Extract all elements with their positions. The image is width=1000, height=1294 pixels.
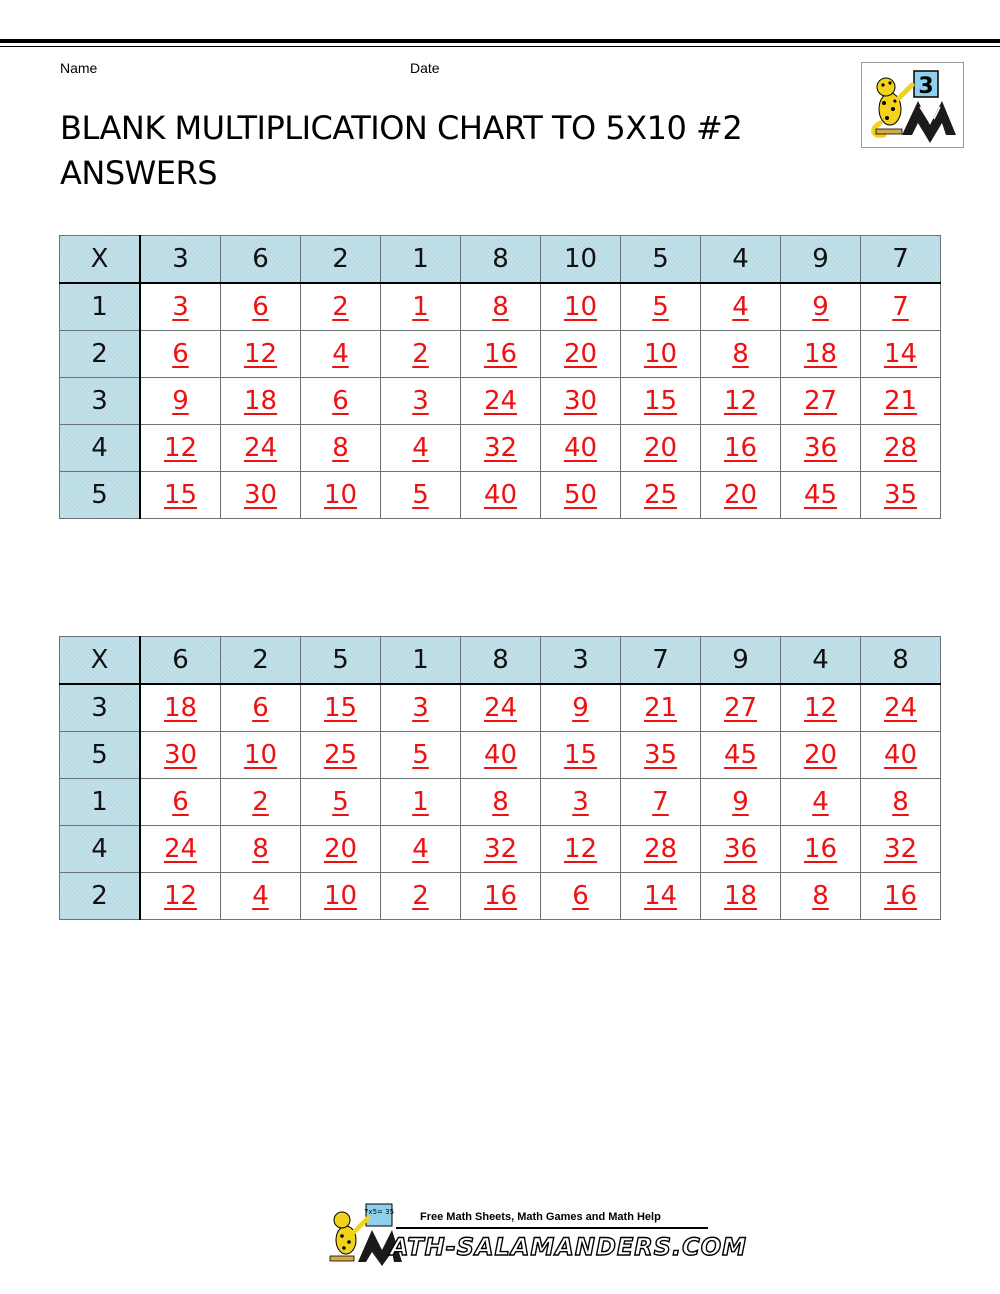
- answer-cell: [781, 472, 861, 519]
- answer-value: 40: [883, 740, 918, 770]
- answer-cell: [621, 378, 701, 425]
- answer-cell: [621, 283, 701, 331]
- answer-value: 8: [332, 433, 349, 463]
- answer-value: 2: [412, 339, 429, 369]
- table-row: [60, 378, 941, 425]
- answer-value: 6: [332, 386, 349, 416]
- answer-value: 50: [563, 480, 598, 510]
- answer-cell: [861, 779, 941, 826]
- row-header: 5: [60, 732, 141, 779]
- answer-value: 16: [483, 881, 518, 911]
- answer-cell: [621, 732, 701, 779]
- answer-value: 2: [332, 292, 349, 322]
- answer-value: 24: [483, 386, 518, 416]
- answer-value: 45: [803, 480, 838, 510]
- row-header: 1: [60, 779, 141, 826]
- answer-cell: [861, 472, 941, 519]
- answer-value: 32: [483, 433, 518, 463]
- row-header: 1: [60, 283, 141, 331]
- answer-cell: [861, 378, 941, 425]
- multiplication-table-2: [59, 636, 941, 920]
- answer-cell: [861, 826, 941, 873]
- answer-cell: [621, 472, 701, 519]
- answer-value: 6: [252, 292, 269, 322]
- answer-cell: [621, 826, 701, 873]
- header-row: [60, 236, 941, 284]
- answer-value: 4: [332, 339, 349, 369]
- answer-cell: [701, 684, 781, 732]
- answer-value: 15: [323, 693, 358, 723]
- answer-cell: [461, 425, 541, 472]
- table-row: [60, 425, 941, 472]
- table-row: [60, 779, 941, 826]
- answer-cell: [541, 378, 621, 425]
- top-rule-thin: [0, 46, 1000, 47]
- answer-value: 24: [243, 433, 278, 463]
- answer-value: 30: [563, 386, 598, 416]
- answer-value: 28: [643, 834, 678, 864]
- answer-value: 27: [723, 693, 758, 723]
- column-header: 3: [140, 236, 221, 284]
- answer-value: 9: [812, 292, 829, 322]
- answer-value: 36: [723, 834, 758, 864]
- table-row: [60, 283, 941, 331]
- answer-value: 21: [883, 386, 918, 416]
- column-header: 6: [140, 637, 221, 685]
- column-header: 8: [861, 637, 941, 685]
- column-header: 2: [301, 236, 381, 284]
- answer-value: 4: [412, 834, 429, 864]
- answer-cell: [381, 472, 461, 519]
- answer-value: 16: [883, 881, 918, 911]
- answer-cell: [621, 331, 701, 378]
- answer-value: 12: [163, 881, 198, 911]
- answer-cell: [381, 732, 461, 779]
- answer-cell: [381, 425, 461, 472]
- answer-value: 20: [723, 480, 758, 510]
- table-row: [60, 684, 941, 732]
- answer-value: 12: [723, 386, 758, 416]
- answer-value: 4: [252, 881, 269, 911]
- name-label: Name: [60, 60, 98, 76]
- answer-cell: [301, 684, 381, 732]
- answer-value: 45: [723, 740, 758, 770]
- answer-value: 5: [332, 787, 349, 817]
- date-label: Date: [410, 60, 440, 76]
- answer-cell: [541, 684, 621, 732]
- corner-cell: X: [60, 637, 141, 685]
- answer-value: 3: [412, 693, 429, 723]
- column-header: 7: [861, 236, 941, 284]
- answer-cell: [221, 684, 301, 732]
- answer-value: 12: [243, 339, 278, 369]
- answer-cell: [221, 732, 301, 779]
- answer-cell: [541, 826, 621, 873]
- answer-cell: [461, 732, 541, 779]
- answer-value: 6: [572, 881, 589, 911]
- answer-value: 3: [572, 787, 589, 817]
- footer-site-link[interactable]: ATH-SALAMANDERS.COM: [390, 1233, 748, 1261]
- answer-value: 8: [732, 339, 749, 369]
- answer-value: 25: [643, 480, 678, 510]
- answer-value: 40: [563, 433, 598, 463]
- answer-cell: [541, 425, 621, 472]
- answer-value: 16: [483, 339, 518, 369]
- answer-cell: [461, 378, 541, 425]
- answer-value: 9: [172, 386, 189, 416]
- answer-value: 4: [732, 292, 749, 322]
- answer-cell: [781, 732, 861, 779]
- answer-cell: [301, 283, 381, 331]
- answer-value: 15: [163, 480, 198, 510]
- answer-value: 24: [163, 834, 198, 864]
- answer-value: 3: [172, 292, 189, 322]
- answer-cell: [140, 283, 221, 331]
- answer-cell: [221, 826, 301, 873]
- answer-value: 12: [803, 693, 838, 723]
- answer-cell: [140, 425, 221, 472]
- row-header: 4: [60, 425, 141, 472]
- answer-cell: [461, 283, 541, 331]
- answer-value: 35: [643, 740, 678, 770]
- column-header: 4: [781, 637, 861, 685]
- row-header: 4: [60, 826, 141, 873]
- answer-value: 2: [252, 787, 269, 817]
- answer-cell: [861, 425, 941, 472]
- column-header: 1: [381, 637, 461, 685]
- answer-cell: [781, 684, 861, 732]
- answer-cell: [781, 331, 861, 378]
- answer-value: 10: [643, 339, 678, 369]
- answer-cell: [461, 826, 541, 873]
- answer-value: 15: [563, 740, 598, 770]
- answer-value: 9: [572, 693, 589, 723]
- table-row: [60, 732, 941, 779]
- answer-value: 10: [243, 740, 278, 770]
- answer-cell: [861, 873, 941, 920]
- answer-cell: [221, 378, 301, 425]
- column-header: 9: [701, 637, 781, 685]
- answer-cell: [461, 684, 541, 732]
- answer-value: 18: [803, 339, 838, 369]
- answer-value: 12: [563, 834, 598, 864]
- answer-cell: [541, 779, 621, 826]
- answer-cell: [701, 732, 781, 779]
- answer-cell: [781, 826, 861, 873]
- answer-cell: [461, 779, 541, 826]
- answer-value: 14: [643, 881, 678, 911]
- answer-value: 36: [803, 433, 838, 463]
- answer-cell: [140, 826, 221, 873]
- answer-value: 4: [412, 433, 429, 463]
- answer-value: 5: [412, 480, 429, 510]
- answer-cell: [301, 873, 381, 920]
- answer-cell: [781, 873, 861, 920]
- answer-cell: [381, 331, 461, 378]
- column-header: 5: [301, 637, 381, 685]
- answer-cell: [140, 472, 221, 519]
- row-header: 5: [60, 472, 141, 519]
- title-line-2: ANSWERS: [60, 154, 218, 192]
- answer-value: 20: [803, 740, 838, 770]
- column-header: 10: [541, 236, 621, 284]
- answer-cell: [621, 779, 701, 826]
- answer-cell: [861, 283, 941, 331]
- answer-cell: [781, 378, 861, 425]
- answer-value: 5: [652, 292, 669, 322]
- answer-value: 15: [643, 386, 678, 416]
- answer-value: 8: [492, 292, 509, 322]
- column-header: 4: [701, 236, 781, 284]
- answer-value: 18: [243, 386, 278, 416]
- answer-cell: [140, 732, 221, 779]
- answer-value: 16: [723, 433, 758, 463]
- answer-cell: [301, 472, 381, 519]
- answer-cell: [301, 425, 381, 472]
- answer-value: 32: [483, 834, 518, 864]
- table-row: [60, 472, 941, 519]
- answer-value: 3: [412, 386, 429, 416]
- table-row: [60, 331, 941, 378]
- column-header: 9: [781, 236, 861, 284]
- answer-cell: [381, 283, 461, 331]
- answer-value: 28: [883, 433, 918, 463]
- answer-cell: [301, 378, 381, 425]
- answer-value: 24: [883, 693, 918, 723]
- answer-cell: [140, 331, 221, 378]
- logo-badge-number: 3: [918, 74, 934, 99]
- answer-cell: [221, 331, 301, 378]
- answer-value: 4: [812, 787, 829, 817]
- answer-value: 8: [252, 834, 269, 864]
- answer-cell: [381, 826, 461, 873]
- column-header: 1: [381, 236, 461, 284]
- answer-cell: [381, 779, 461, 826]
- answer-value: 20: [323, 834, 358, 864]
- answer-cell: [701, 472, 781, 519]
- answer-cell: [541, 331, 621, 378]
- row-header: 2: [60, 331, 141, 378]
- answer-value: 27: [803, 386, 838, 416]
- answer-cell: [461, 873, 541, 920]
- answer-cell: [701, 779, 781, 826]
- table-row: [60, 873, 941, 920]
- page-title: [60, 106, 820, 196]
- answer-cell: [221, 779, 301, 826]
- answer-cell: [781, 779, 861, 826]
- answer-value: 1: [412, 292, 429, 322]
- title-line-1: BLANK MULTIPLICATION CHART TO 5X10 #2: [60, 109, 743, 147]
- answer-cell: [621, 684, 701, 732]
- answer-cell: [301, 779, 381, 826]
- answer-value: 8: [812, 881, 829, 911]
- answer-cell: [301, 331, 381, 378]
- answer-value: 8: [492, 787, 509, 817]
- answer-value: 5: [412, 740, 429, 770]
- answer-value: 32: [883, 834, 918, 864]
- answer-value: 40: [483, 480, 518, 510]
- answer-value: 20: [563, 339, 598, 369]
- answer-cell: [621, 873, 701, 920]
- answer-value: 18: [163, 693, 198, 723]
- row-header: 2: [60, 873, 141, 920]
- answer-cell: [221, 283, 301, 331]
- answer-value: 12: [163, 433, 198, 463]
- answer-cell: [140, 779, 221, 826]
- header-row: [60, 637, 941, 685]
- corner-cell: X: [60, 236, 141, 284]
- answer-cell: [221, 873, 301, 920]
- answer-cell: [861, 331, 941, 378]
- answer-cell: [140, 378, 221, 425]
- answer-cell: [701, 378, 781, 425]
- answer-cell: [701, 826, 781, 873]
- answer-value: 40: [483, 740, 518, 770]
- column-header: 8: [461, 637, 541, 685]
- answer-value: 6: [172, 787, 189, 817]
- answer-value: 18: [723, 881, 758, 911]
- column-header: 8: [461, 236, 541, 284]
- answer-cell: [541, 873, 621, 920]
- salamander-logo-graphic: [862, 63, 963, 147]
- column-header: 2: [221, 637, 301, 685]
- salamander-logo-icon: [861, 62, 964, 148]
- answer-cell: [461, 472, 541, 519]
- answer-cell: [701, 283, 781, 331]
- answer-cell: [861, 684, 941, 732]
- answer-cell: [781, 283, 861, 331]
- answer-cell: [781, 425, 861, 472]
- answer-value: 10: [323, 881, 358, 911]
- answer-value: 10: [563, 292, 598, 322]
- row-header: 3: [60, 378, 141, 425]
- answer-value: 7: [652, 787, 669, 817]
- answer-cell: [221, 472, 301, 519]
- column-header: 3: [541, 637, 621, 685]
- answer-cell: [701, 425, 781, 472]
- answer-cell: [381, 684, 461, 732]
- table-row: [60, 826, 941, 873]
- answer-value: 16: [803, 834, 838, 864]
- answer-value: 8: [892, 787, 909, 817]
- answer-cell: [541, 283, 621, 331]
- footer-sign-text: 7x5= 35: [363, 1208, 395, 1216]
- answer-cell: [221, 425, 301, 472]
- footer-rule: [396, 1227, 708, 1229]
- column-header: 6: [221, 236, 301, 284]
- answer-cell: [861, 732, 941, 779]
- answer-value: 7: [892, 292, 909, 322]
- answer-value: 25: [323, 740, 358, 770]
- row-header: 3: [60, 684, 141, 732]
- answer-cell: [140, 873, 221, 920]
- top-rule: [0, 39, 1000, 43]
- answer-value: 1: [412, 787, 429, 817]
- answer-cell: [541, 732, 621, 779]
- answer-value: 24: [483, 693, 518, 723]
- answer-value: 6: [172, 339, 189, 369]
- multiplication-table-1: [59, 235, 941, 519]
- answer-value: 21: [643, 693, 678, 723]
- answer-value: 9: [732, 787, 749, 817]
- answer-cell: [461, 331, 541, 378]
- answer-value: 30: [243, 480, 278, 510]
- answer-cell: [381, 378, 461, 425]
- answer-value: 20: [643, 433, 678, 463]
- answer-value: 14: [883, 339, 918, 369]
- answer-cell: [140, 684, 221, 732]
- answer-cell: [541, 472, 621, 519]
- footer-tagline: Free Math Sheets, Math Games and Math Help: [420, 1211, 661, 1223]
- answer-value: 2: [412, 881, 429, 911]
- answer-value: 30: [163, 740, 198, 770]
- column-header: 5: [621, 236, 701, 284]
- answer-cell: [701, 873, 781, 920]
- answer-cell: [301, 826, 381, 873]
- answer-cell: [621, 425, 701, 472]
- answer-value: 6: [252, 693, 269, 723]
- column-header: 7: [621, 637, 701, 685]
- answer-value: 10: [323, 480, 358, 510]
- answer-cell: [701, 331, 781, 378]
- answer-cell: [301, 732, 381, 779]
- answer-value: 35: [883, 480, 918, 510]
- answer-cell: [381, 873, 461, 920]
